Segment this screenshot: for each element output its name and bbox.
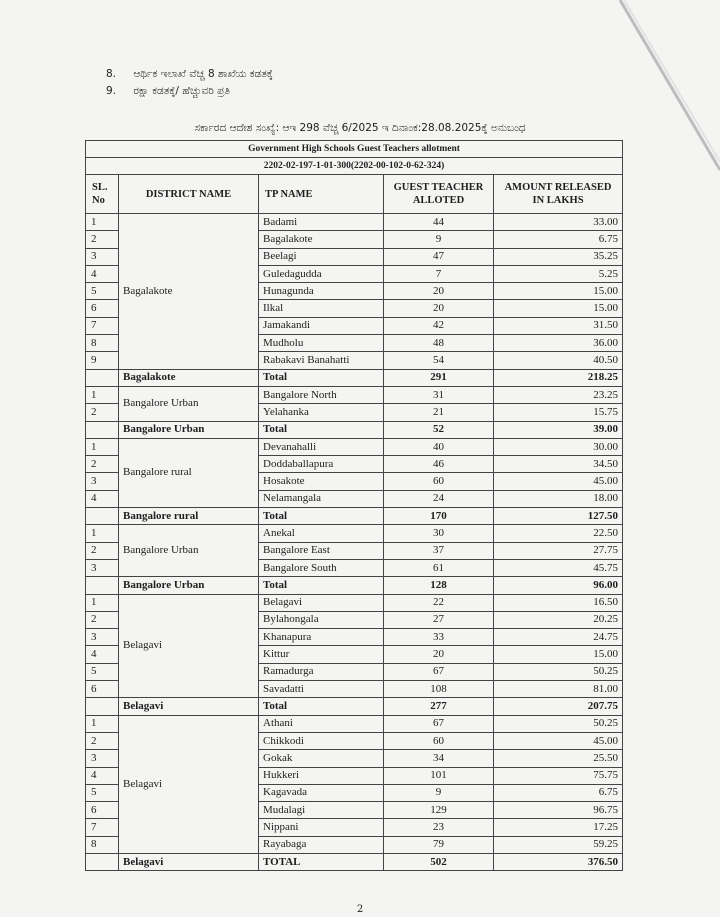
tp-name-cell: Kittur — [259, 646, 384, 663]
amount-cell: 35.25 — [494, 248, 623, 265]
teacher-count-cell: 31 — [384, 386, 494, 403]
sl-no-cell: 4 — [86, 490, 119, 507]
total-amount-cell: 218.25 — [494, 369, 623, 386]
total-amount-cell: 376.50 — [494, 853, 623, 870]
teacher-count-cell: 20 — [384, 646, 494, 663]
total-district-cell: Belagavi — [119, 698, 259, 715]
sl-no-cell: 2 — [86, 404, 119, 421]
teacher-count-cell: 67 — [384, 715, 494, 732]
order-heading: ಸರ್ಕಾರದ ಆದೇಶ ಸಂಖ್ಯೆ: ಆಇ 298 ವೆಚ್ಚ 6/2025 ಇ ದಿನಾಂಕ:28.08.2025ಕ್ಕೆ ಅನುಬಂಧ — [194, 122, 526, 134]
sl-no-cell: 1 — [86, 214, 119, 231]
sl-no-cell: 2 — [86, 611, 119, 628]
teacher-count-cell: 47 — [384, 248, 494, 265]
amount-cell: 17.25 — [494, 819, 623, 836]
tp-name-cell: Savadatti — [259, 681, 384, 698]
sl-no-cell: 4 — [86, 767, 119, 784]
tp-name-cell: Jamakandi — [259, 317, 384, 334]
total-teachers-cell: 128 — [384, 577, 494, 594]
total-label-cell: Total — [259, 698, 384, 715]
amount-cell: 15.00 — [494, 283, 623, 300]
teacher-count-cell: 67 — [384, 663, 494, 680]
amount-cell: 6.75 — [494, 231, 623, 248]
district-cell: Bangalore Urban — [119, 386, 259, 421]
district-cell: Bagalakote — [119, 214, 259, 370]
list-item: 8. ಆರ್ಥಿಕ ಇಲಾಖೆ ವೆಚ್ಚ 8 ಶಾಖೆಯ ಕಡತಕ್ಕೆ — [106, 68, 273, 80]
table-row — [86, 715, 623, 732]
tp-name-cell: Nippani — [259, 819, 384, 836]
teacher-count-cell: 34 — [384, 750, 494, 767]
total-blank-cell — [86, 698, 119, 715]
teacher-count-cell: 27 — [384, 611, 494, 628]
total-district-cell: Bangalore rural — [119, 508, 259, 525]
teacher-count-cell: 20 — [384, 300, 494, 317]
tp-name-cell: Khanapura — [259, 629, 384, 646]
tp-name-cell: Hukkeri — [259, 767, 384, 784]
amount-cell: 15.00 — [494, 300, 623, 317]
tp-name-cell: Kagavada — [259, 784, 384, 801]
total-amount-cell: 127.50 — [494, 508, 623, 525]
list-item: 9. ರಕ್ಷಾ ಕಡತಕ್ಕೆ/ ಹೆಚ್ಚುವರಿ ಪ್ರತಿ — [106, 85, 230, 97]
page-number: 2 — [356, 904, 364, 915]
amount-cell: 23.25 — [494, 386, 623, 403]
sl-no-cell: 6 — [86, 681, 119, 698]
sl-no-cell: 6 — [86, 300, 119, 317]
col-header-sl-no: SL. No — [86, 175, 119, 214]
sl-no-cell: 5 — [86, 283, 119, 300]
total-amount-cell: 39.00 — [494, 421, 623, 438]
tp-name-cell: Bangalore North — [259, 386, 384, 403]
teacher-count-cell: 40 — [384, 438, 494, 455]
amount-cell: 5.25 — [494, 265, 623, 282]
teacher-count-cell: 60 — [384, 732, 494, 749]
amount-cell: 30.00 — [494, 438, 623, 455]
district-cell: Belagavi — [119, 715, 259, 853]
tp-name-cell: Badami — [259, 214, 384, 231]
sl-no-cell: 3 — [86, 750, 119, 767]
teacher-count-cell: 79 — [384, 836, 494, 853]
total-label-cell: Total — [259, 577, 384, 594]
sl-no-cell: 2 — [86, 456, 119, 473]
tp-name-cell: Athani — [259, 715, 384, 732]
amount-cell: 16.50 — [494, 594, 623, 611]
col-header-district: DISTRICT NAME — [119, 175, 259, 214]
teacher-count-cell: 101 — [384, 767, 494, 784]
sl-no-cell: 1 — [86, 438, 119, 455]
tp-name-cell: Ilkal — [259, 300, 384, 317]
total-teachers-cell: 291 — [384, 369, 494, 386]
total-label-cell: Total — [259, 508, 384, 525]
table-title: Government High Schools Guest Teachers allotment — [86, 141, 623, 158]
table-row — [86, 386, 623, 403]
tp-name-cell: Rayabaga — [259, 836, 384, 853]
total-blank-cell — [86, 369, 119, 386]
amount-cell: 31.50 — [494, 317, 623, 334]
total-row — [86, 369, 623, 386]
total-teachers-cell: 502 — [384, 853, 494, 870]
col-header-tp-name: TP NAME — [259, 175, 384, 214]
tp-name-cell: Yelahanka — [259, 404, 384, 421]
teacher-count-cell: 9 — [384, 231, 494, 248]
teacher-count-cell: 21 — [384, 404, 494, 421]
total-teachers-cell: 52 — [384, 421, 494, 438]
table-code: 2202-02-197-1-01-300(2202-00-102-0-62-324) — [86, 158, 623, 175]
total-amount-cell: 207.75 — [494, 698, 623, 715]
total-teachers-cell: 277 — [384, 698, 494, 715]
teacher-count-cell: 9 — [384, 784, 494, 801]
sl-no-cell: 3 — [86, 248, 119, 265]
teacher-count-cell: 60 — [384, 473, 494, 490]
table-row — [86, 525, 623, 542]
table-row — [86, 438, 623, 455]
total-blank-cell — [86, 421, 119, 438]
teacher-count-cell: 33 — [384, 629, 494, 646]
total-row — [86, 853, 623, 870]
amount-cell: 6.75 — [494, 784, 623, 801]
amount-cell: 50.25 — [494, 663, 623, 680]
amount-cell: 45.00 — [494, 732, 623, 749]
total-district-cell: Bangalore Urban — [119, 421, 259, 438]
sl-no-cell: 5 — [86, 663, 119, 680]
amount-cell: 96.75 — [494, 802, 623, 819]
amount-cell: 15.75 — [494, 404, 623, 421]
total-district-cell: Bagalakote — [119, 369, 259, 386]
sl-no-cell: 4 — [86, 265, 119, 282]
amount-cell: 59.25 — [494, 836, 623, 853]
amount-cell: 34.50 — [494, 456, 623, 473]
teacher-count-cell: 24 — [384, 490, 494, 507]
total-row — [86, 698, 623, 715]
amount-cell: 33.00 — [494, 214, 623, 231]
sl-no-cell: 4 — [86, 646, 119, 663]
total-row — [86, 508, 623, 525]
teacher-count-cell: 129 — [384, 802, 494, 819]
table-body — [86, 214, 623, 871]
sl-no-cell: 5 — [86, 784, 119, 801]
sl-no-cell: 1 — [86, 594, 119, 611]
district-cell: Bangalore Urban — [119, 525, 259, 577]
teacher-count-cell: 46 — [384, 456, 494, 473]
total-row — [86, 421, 623, 438]
teacher-count-cell: 30 — [384, 525, 494, 542]
allotment-table — [85, 140, 623, 871]
total-district-cell: Bangalore Urban — [119, 577, 259, 594]
teacher-count-cell: 20 — [384, 283, 494, 300]
tp-name-cell: Ramadurga — [259, 663, 384, 680]
teacher-count-cell: 54 — [384, 352, 494, 369]
amount-cell: 40.50 — [494, 352, 623, 369]
tp-name-cell: Doddaballapura — [259, 456, 384, 473]
tp-name-cell: Beelagi — [259, 248, 384, 265]
amount-cell: 27.75 — [494, 542, 623, 559]
total-label-cell: Total — [259, 369, 384, 386]
sl-no-cell: 2 — [86, 732, 119, 749]
sl-no-cell: 3 — [86, 629, 119, 646]
tp-name-cell: Anekal — [259, 525, 384, 542]
amount-cell: 18.00 — [494, 490, 623, 507]
amount-cell: 25.50 — [494, 750, 623, 767]
total-blank-cell — [86, 577, 119, 594]
district-cell: Bangalore rural — [119, 438, 259, 507]
amount-cell: 36.00 — [494, 335, 623, 352]
sl-no-cell: 9 — [86, 352, 119, 369]
tp-name-cell: Bangalore South — [259, 559, 384, 576]
amount-cell: 81.00 — [494, 681, 623, 698]
teacher-count-cell: 23 — [384, 819, 494, 836]
teacher-count-cell: 7 — [384, 265, 494, 282]
sl-no-cell: 3 — [86, 559, 119, 576]
sl-no-cell: 7 — [86, 317, 119, 334]
tp-name-cell: Guledagudda — [259, 265, 384, 282]
teacher-count-cell: 44 — [384, 214, 494, 231]
sl-no-cell: 2 — [86, 231, 119, 248]
teacher-count-cell: 108 — [384, 681, 494, 698]
sl-no-cell: 2 — [86, 542, 119, 559]
total-district-cell: Belagavi — [119, 853, 259, 870]
copy-to-list — [106, 66, 273, 100]
table-row — [86, 214, 623, 231]
tp-name-cell: Mudholu — [259, 335, 384, 352]
teacher-count-cell: 42 — [384, 317, 494, 334]
tp-name-cell: Chikkodi — [259, 732, 384, 749]
tp-name-cell: Bangalore East — [259, 542, 384, 559]
sl-no-cell: 1 — [86, 386, 119, 403]
teacher-count-cell: 61 — [384, 559, 494, 576]
sl-no-cell: 7 — [86, 819, 119, 836]
tp-name-cell: Bagalakote — [259, 231, 384, 248]
sl-no-cell: 8 — [86, 836, 119, 853]
amount-cell: 50.25 — [494, 715, 623, 732]
amount-cell: 20.25 — [494, 611, 623, 628]
teacher-count-cell: 37 — [384, 542, 494, 559]
tp-name-cell: Nelamangala — [259, 490, 384, 507]
amount-cell: 45.75 — [494, 559, 623, 576]
amount-cell: 75.75 — [494, 767, 623, 784]
teacher-count-cell: 22 — [384, 594, 494, 611]
total-teachers-cell: 170 — [384, 508, 494, 525]
total-row — [86, 577, 623, 594]
tp-name-cell: Gokak — [259, 750, 384, 767]
total-amount-cell: 96.00 — [494, 577, 623, 594]
tp-name-cell: Bylahongala — [259, 611, 384, 628]
amount-cell: 15.00 — [494, 646, 623, 663]
total-label-cell: TOTAL — [259, 853, 384, 870]
amount-cell: 24.75 — [494, 629, 623, 646]
total-label-cell: Total — [259, 421, 384, 438]
tp-name-cell: Belagavi — [259, 594, 384, 611]
total-blank-cell — [86, 853, 119, 870]
sl-no-cell: 1 — [86, 525, 119, 542]
table-row — [86, 594, 623, 611]
sl-no-cell: 8 — [86, 335, 119, 352]
tp-name-cell: Devanahalli — [259, 438, 384, 455]
district-cell: Belagavi — [119, 594, 259, 698]
amount-cell: 45.00 — [494, 473, 623, 490]
total-blank-cell — [86, 508, 119, 525]
sl-no-cell: 1 — [86, 715, 119, 732]
col-header-amount: AMOUNT RELEASED IN LAKHS — [494, 175, 623, 214]
tp-name-cell: Hunagunda — [259, 283, 384, 300]
tp-name-cell: Mudalagi — [259, 802, 384, 819]
sl-no-cell: 6 — [86, 802, 119, 819]
tp-name-cell: Hosakote — [259, 473, 384, 490]
tp-name-cell: Rabakavi Banahatti — [259, 352, 384, 369]
amount-cell: 22.50 — [494, 525, 623, 542]
col-header-guest-teacher: GUEST TEACHER ALLOTED — [384, 175, 494, 214]
teacher-count-cell: 48 — [384, 335, 494, 352]
sl-no-cell: 3 — [86, 473, 119, 490]
